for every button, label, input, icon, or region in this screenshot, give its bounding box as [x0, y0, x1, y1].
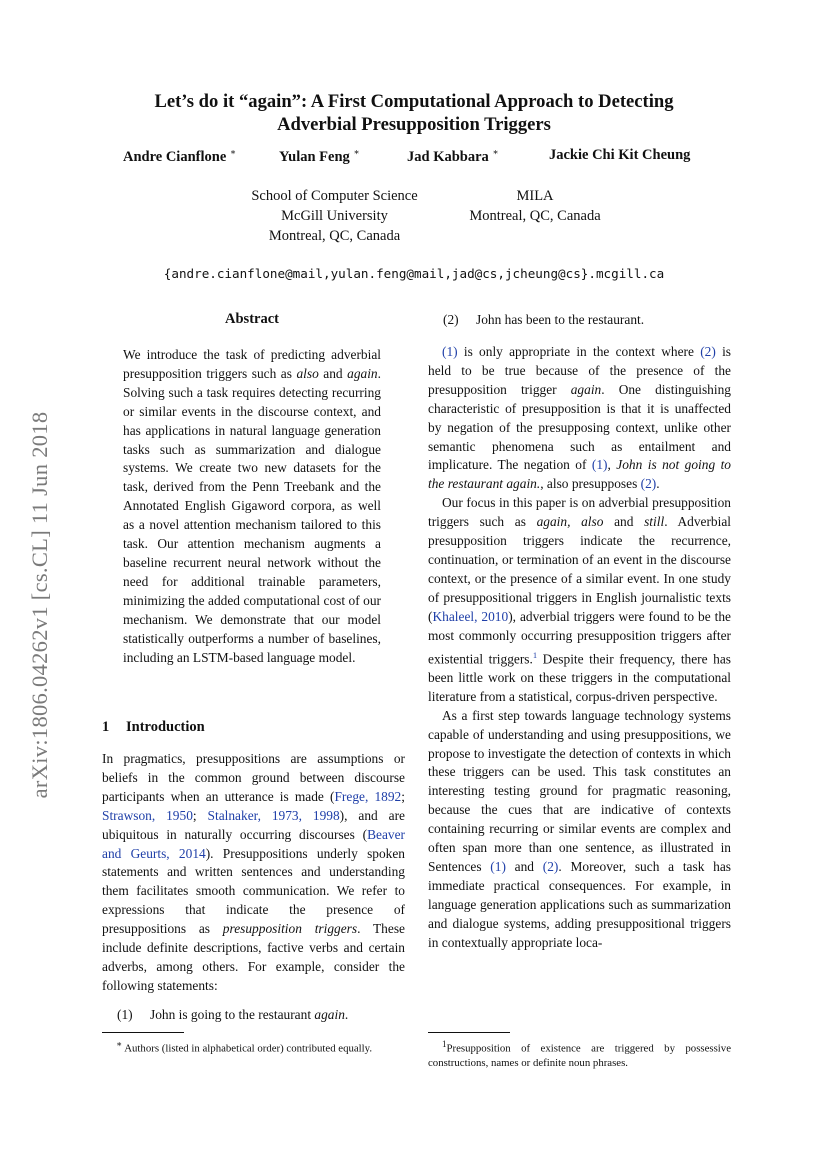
intro-paragraph-4: As a first step towards language technology systems capable of understanding and using presuppositions, we propose to investigate the detection of contexts in which these triggers can be used. This task constitutes an interesting testing ground for pragmatic reasoning, because the cues that are indicative of contexts containing recurring or similar events are complex and often span more than one sentence, as illustrated in Sentences (1) and (2). Moreover, such a task has immediate practical consequences. For example, in language generation applications such as summarization and dialogue systems, adding presuppositional triggers in contextually appropriate loca- [428, 707, 732, 950]
affiliation-line: McGill University [281, 208, 388, 224]
intro-paragraph-2: (1) is only appropriate in the context where (2) is held to be true because of the presence of the presupposition trigger again. One distinguishing characteristic of presupposition is that it is unaffected by negation of the presupposing context, unlike other semantic phenomena such as entailment and implicature. The negation of (1), John is not going to the restaurant again., also presupposes (2). [428, 344, 732, 492]
affiliation-line: MILA [516, 188, 554, 204]
author-2 [279, 147, 360, 166]
affiliation-line: School of Computer Science [251, 188, 418, 204]
example-ref-link[interactable]: (1) [442, 344, 458, 359]
author-emails: {andre.cianflone@mail,yulan.feng@mail,jad@cs,jcheung@cs}.mcgill.ca [163, 266, 665, 281]
author-name: Jad Kabbara [407, 148, 489, 165]
arxiv-side-label [20, 365, 60, 845]
example-1: (1) John is going to the restaurant again. [117, 1007, 349, 1022]
footnote-marker[interactable]: 1 [532, 649, 538, 660]
footnote-1: $^1$Presupposition of existence are triggered by possessive constructions, names or definite noun phrases. [428, 1039, 731, 1069]
example-number: (1) [117, 1007, 133, 1022]
title-line-1: Let’s do it “again”: A First Computational Approach to Detecting [154, 91, 674, 112]
example-ref-link[interactable]: (1) [490, 858, 506, 874]
abstract-heading: Abstract [225, 311, 279, 327]
section-heading [102, 719, 205, 736]
section-number: 1 [102, 719, 110, 735]
footnote-rule [428, 1032, 510, 1033]
example-2: (2) John has been to the restaurant. [443, 312, 645, 327]
author-1 [123, 147, 236, 166]
footnote-rule [102, 1032, 184, 1033]
author-name: Yulan Feng [279, 148, 350, 165]
title-line-2: Adverbial Presupposition Triggers [277, 114, 551, 135]
affiliation-line: Montreal, QC, Canada [469, 208, 601, 224]
affiliation-line: Montreal, QC, Canada [268, 228, 401, 244]
intro-right-column [428, 343, 731, 952]
citation-link[interactable]: Strawson, 1950 [102, 807, 193, 823]
author-name: Jackie Chi Kit Cheung [549, 147, 691, 163]
paper-title [60, 90, 768, 136]
author-3 [407, 147, 499, 166]
author-4 [549, 147, 690, 164]
citation-link[interactable]: Stalnaker, 1973, 1998 [207, 807, 340, 823]
footnote-authors: ∗ Authors (listed in alphabetical order) contributed equally. [116, 1039, 373, 1055]
citation-link[interactable]: Beaver and Geurts, 2014 [102, 826, 405, 861]
example-ref-link[interactable]: (1) [591, 457, 608, 473]
example-ref-link[interactable]: (2) [542, 858, 559, 874]
section-title: Introduction [126, 719, 205, 735]
arxiv-id-text: arXiv:1806.04262v1 [cs.CL] 11 Jun 2018 [27, 411, 52, 799]
citation-link[interactable]: Frege, 1892 [334, 788, 402, 804]
author-mark: ∗ [353, 147, 360, 157]
abstract-body: We introduce the task of predicting adverbial presupposition triggers such as also and again. Solving such a task requires detecting recurring or similar events in the discourse context, and has applications in natural language generation tasks such as summarization and dialogue systems. We create two new datasets for the task, derived from the Penn Treebank and the Annotated English Gigaword corpora, as well as a novel attention mechanism tailored to this task. Our attention mechanism augments a baseline recurrent neural network without the need for additional trainable parameters, minimizing the added computational cost of our mechanism. We demonstrate that our model statistically outperforms a number of baselines, including an LSTM-based language model. [123, 347, 381, 665]
citation-link[interactable]: Khaleel, 2010 [432, 608, 509, 624]
author-mark: ∗ [229, 147, 237, 157]
author-mark: ∗ [492, 147, 499, 157]
example-ref-link[interactable]: (2) [700, 344, 716, 359]
author-name: Andre Cianflone [123, 148, 227, 165]
intro-paragraph-1: In pragmatics, presuppositions are assumptions or beliefs in the common ground between discourse participants when an utterance is made (Frege, 1892; Strawson, 1950; Stalnaker, 1973, 1998), and are ubiquitous in naturally occurring discourses (Beaver and Geurts, 2014). Presuppositions underly spoken statements and written sentences and understanding them facilitates smooth communication. We refer to expressions that indicate the presence of presuppositions as presupposition triggers. These include definite descriptions, factive verbs and certain adverbs, among others. For example, consider the following statements: [102, 751, 405, 993]
affiliation-mila [440, 186, 630, 226]
example-ref-link[interactable]: (2) [640, 476, 657, 492]
example-number: (2) [443, 312, 459, 327]
affiliation-mcgill [222, 186, 447, 246]
intro-paragraph-3: Our focus in this paper is on adverbial presupposition triggers such as again, also and still. Adverbial presupposition triggers indicate the recurrence, continuation, or termination of an event in the discourse context, or the presence of a similar event. In one study of presuppositional triggers in English journalistic texts (Khaleel, 2010), adverbial triggers were found to be the most commonly occurring presupposition triggers after existential triggers.$^1$ Despite their frequency, there has been little work on these triggers in the computational literature from a statistical, corpus-driven perspective. [428, 495, 731, 704]
